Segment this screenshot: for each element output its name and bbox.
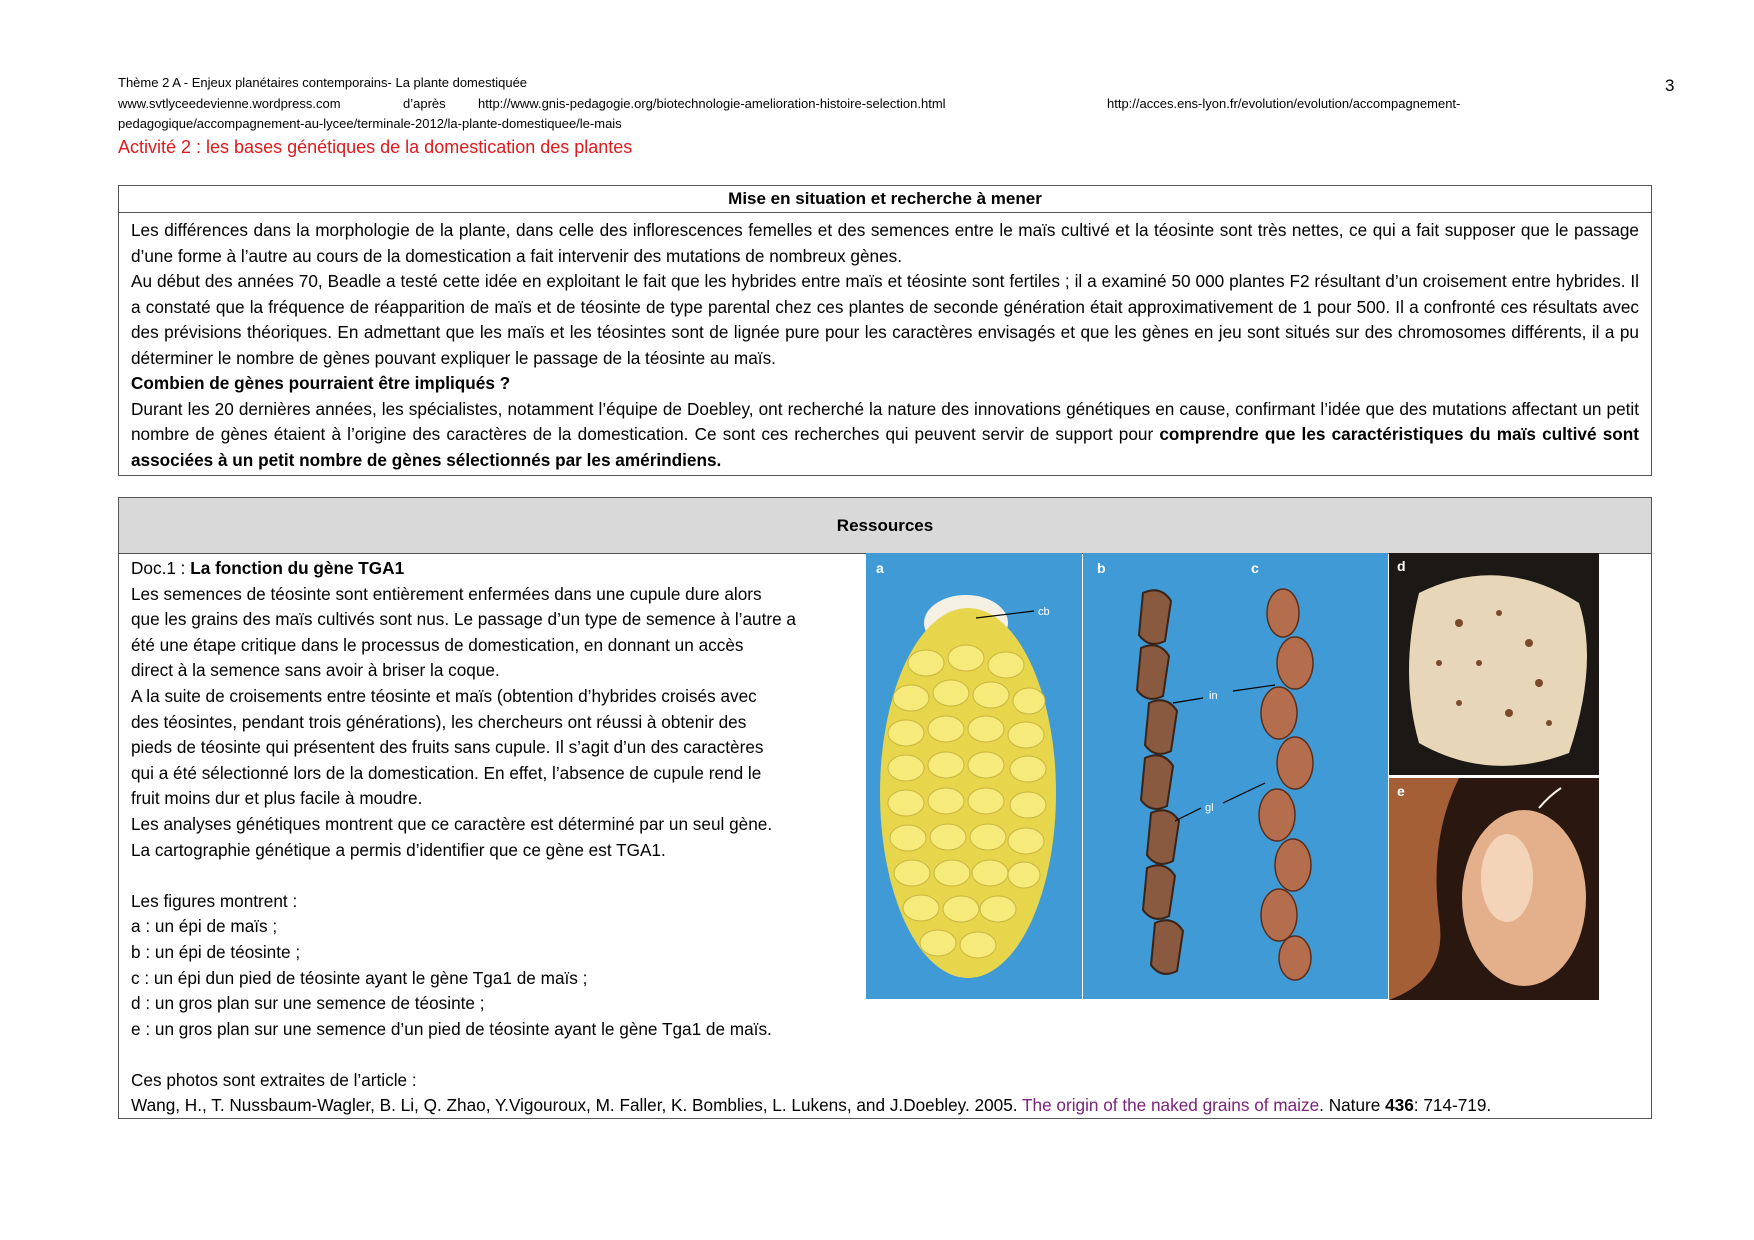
doc-1-title: La fonction du gène TGA1 — [190, 558, 405, 578]
photo-e-label: e — [1397, 783, 1405, 799]
page-number: 3 — [1665, 76, 1675, 95]
citation — [131, 1093, 1651, 1119]
photo-a-maize-ear — [866, 553, 1082, 999]
citation-authors: Wang, H., T. Nussbaum-Wagler, B. Li, Q. Zhao, Y.Vigouroux, M. Faller, K. Bomblies, L. Lukens, and J.Doebley. 2005. — [131, 1095, 1023, 1116]
doc-line: que les grains des maïs cultivés sont nus. Le passage d’un type de semence à l’autre a — [131, 609, 796, 630]
doc-line: qui a été sélectionné lors de la domestication. En effet, l’absence de cupule rend le — [131, 762, 762, 783]
situation-paragraph-1: Les différences dans la morphologie de la plante, dans celle des inflorescences femelles et des semences entre le maïs cultivé et la téosinte sont très nettes, ce qui a fait supposer que le passage d’une forme à l’autre au cours de la domestication a fait intervenir des mutations de nombreux gènes. — [131, 220, 1639, 266]
photo-d-label: d — [1397, 558, 1406, 574]
situation-paragraph-3-text: Durant les 20 dernières années, les spécialistes, notamment l’équipe de Doebley, ont recherché la nature des innovations génétiques en cause, confirmant l’idée que des mutations affectant un petit nombre de gènes étaient à l’origine des caractères de la domestication. Ce sont ces recherches qui peuvent servir de support pour — [131, 398, 1639, 444]
doc-line: Les analyses génétiques montrent que ce caractère est déterminé par un seul gène. — [131, 813, 773, 834]
figures-intro: Les figures montrent : — [131, 890, 298, 911]
source-intro: Ces photos sont extraites de l’article : — [131, 1069, 417, 1090]
header-dapres: d’après — [403, 96, 446, 111]
header-url-ens[interactable]: http://acces.ens-lyon.fr/evolution/evolution/accompagnement- — [1107, 96, 1461, 111]
spacer — [131, 1042, 1651, 1068]
citation-journal: . Nature — [1319, 1095, 1386, 1116]
situation-paragraph-2: Au début des années 70, Beadle a testé cette idée en exploitant le fait que les hybrides entre maïs et téosinte sont fertiles ; il a examiné 50 000 plantes F2 résultant d’un croisement entre hybrides. Il a constaté que la fréquence de réapparition de maïs et de téosinte de type parental chez ces plantes de seconde génération était approximativement de 1 pour 500. Il a confronté ces résultats avec des prévisions théoriques. En admettant que les maïs et les téosintes sont de lignée pure pour les caractères envisagés et que les gènes en jeu sont situés sur des chromosomes différents, il a pu déterminer le nombre de gènes pouvant expliquer le passage de la téosinte au maïs. — [131, 271, 1639, 368]
doc-line: La cartographie génétique a permis d’identifier que ce gène est TGA1. — [131, 839, 666, 860]
photo-d-teosinte-seed — [1389, 553, 1599, 775]
header-theme: Thème 2 A - Enjeux planétaires contemporains- La plante domestiquée — [118, 75, 528, 90]
situation-box — [118, 185, 1652, 476]
photo-d-seed — [1409, 575, 1587, 766]
activity-title: Activité 2 : les bases génétiques de la domestication des plantes — [118, 137, 633, 157]
situation-question: Combien de gènes pourraient être impliqués ? — [131, 373, 511, 393]
photo-bc-gl-label: gl — [1205, 802, 1214, 814]
photo-b-label: b — [1097, 560, 1106, 576]
figure-legend: e : un gros plan sur une semence d’un pied de téosinte ayant le gène Tga1 de maïs. — [131, 1018, 772, 1039]
figure-legend: c : un épi dun pied de téosinte ayant le gène Tga1 de maïs ; — [131, 967, 588, 988]
photo-a-cb-label: cb — [1038, 606, 1050, 618]
doc-line: direct à la semence sans avoir à briser la coque. — [131, 660, 500, 681]
doc-line: Les semences de téosinte sont entièrement enfermées dans une cupule dure alors — [131, 583, 762, 604]
photo-a-label: a — [876, 560, 884, 576]
doc-line: des téosintes, pendant trois générations), les chercheurs ont réussi à obtenir des — [131, 711, 747, 732]
figure-legend: a : un épi de maïs ; — [131, 916, 278, 937]
doc-line: pieds de téosinte qui présentent des fruits sans cupule. Il s’agit d’un des caractères — [131, 737, 764, 758]
citation-volume: 436 — [1385, 1095, 1414, 1116]
photo-e-highlight — [1481, 834, 1533, 922]
resources-box — [118, 497, 1652, 1119]
doc-1-prefix: Doc.1 : — [131, 558, 191, 578]
doc-line: fruit moins dur et plus facile à moudre. — [131, 788, 423, 809]
situation-body — [119, 213, 1651, 475]
doc-line: A la suite de croisements entre téosinte et maïs (obtention d’hybrides croisés avec — [131, 685, 757, 706]
doc-line: été une étape critique dans le processus de domestication, en donnant un accès — [131, 634, 744, 655]
header-site-link[interactable]: www.svtlyceedevienne.wordpress.com — [118, 96, 341, 111]
citation-title-link[interactable]: The origin of the naked grains of maize — [1022, 1095, 1320, 1116]
resources-title: Ressources — [119, 498, 1651, 554]
photo-e-naked-seed — [1389, 778, 1599, 1000]
situation-paragraph-3 — [131, 397, 1639, 474]
figure-legend: d : un gros plan sur une semence de téosinte ; — [131, 993, 485, 1014]
header-url-ens-cont[interactable]: pedagogique/accompagnement-au-lycee/terminale-2012/la-plante-domestiquee/le-mais — [118, 116, 622, 131]
photo-bc-teosinte-ears — [1083, 553, 1388, 999]
header-url-gnis[interactable]: http://www.gnis-pedagogie.org/biotechnologie-amelioration-histoire-selection.html — [478, 96, 946, 111]
figure-legend: b : un épi de téosinte ; — [131, 941, 301, 962]
citation-pages: : 714-719. — [1413, 1095, 1492, 1116]
photo-c-label: c — [1251, 560, 1259, 576]
situation-paragraph-3-bold: comprendre que les caractéristiques du maïs cultivé sont associées à un petit nombre de gènes sélectionnés par les amérindiens. — [131, 424, 1639, 470]
photo-bc-background — [1083, 553, 1388, 999]
situation-title: Mise en situation et recherche à mener — [119, 186, 1651, 213]
photo-bc-in-label: in — [1209, 690, 1218, 702]
